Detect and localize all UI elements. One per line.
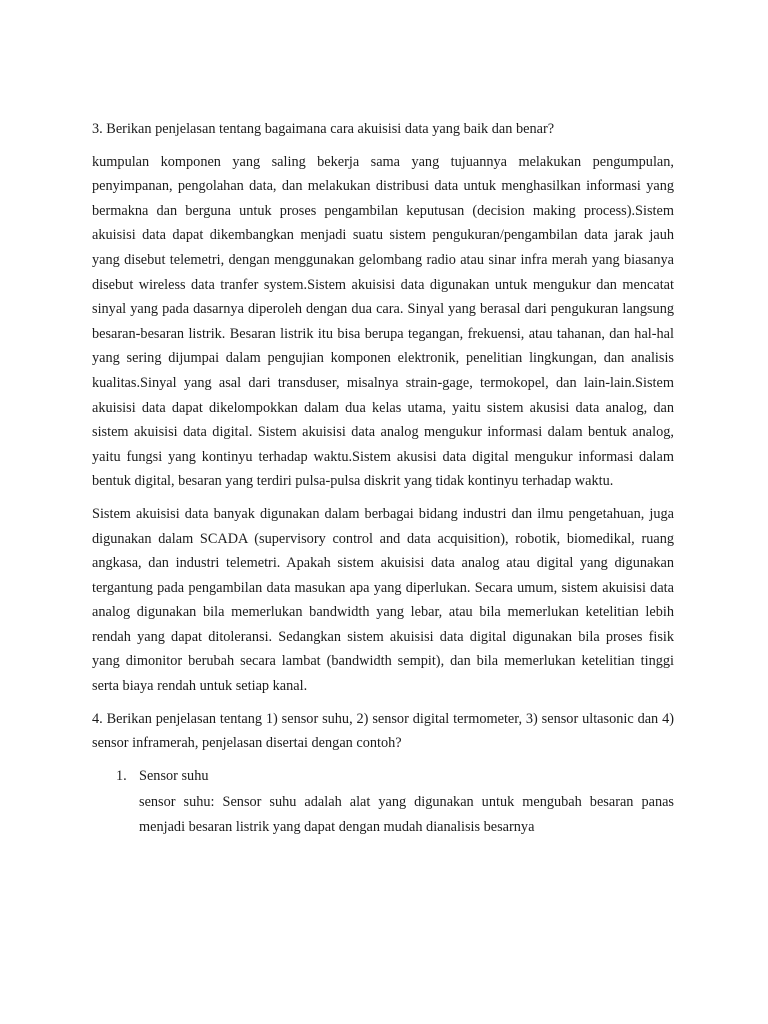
list-item-body: sensor suhu: Sensor suhu adalah alat yang digunakan untuk mengubah besaran panas menjadi besaran listrik yang dapat dengan mudah dianalisis besarnya bbox=[139, 794, 674, 836]
document-page bbox=[92, 117, 674, 840]
list-item-title: Sensor suhu bbox=[139, 767, 209, 784]
answer-3-paragraph-2: Sistem akuisisi data banyak digunakan dalam berbagai bidang industri dan ilmu pengetahuan, juga digunakan dalam SCADA (supervisory control and data acquisition), robotik, biomedikal, ruang angkasa, dan industri telemetri. Apakah sistem akuisisi data analog atau digital yang digunakan tergantung pada pengambilan data masukan apa yang diperlukan. Secara umum, sistem akuisisi data analog digunakan bila memerlukan bandwidth yang lebar, atau bila memerlukan ketelitian lebih rendah yang dapat ditoleransi. Sedangkan sistem akuisisi data digital digunakan bila proses fisik yang dimonitor berubah secara lambat (bandwidth sempit), dan bila memerlukan ketelitian tinggi serta biaya rendah untuk setiap kanal. bbox=[92, 505, 674, 695]
list-item-number: 1. bbox=[116, 767, 127, 784]
answer-3-paragraph-1: kumpulan komponen yang saling bekerja sama yang tujuannya melakukan pengumpulan, penyimpanan, pengolahan data, dan melakukan distribusi data untuk menghasilkan informasi yang bermakna dan berguna untuk proses pengambilan keputusan (decision making process).Sistem akuisisi data dapat dikembangkan menjadi suatu sistem pengukuran/pengambilan data jarak jauh yang disebut telemetri, dengan menggunakan gelombang radio atau sinar infra merah yang biasanya disebut wireless data tranfer system.Sistem akuisisi data digunakan untuk mengukur dan mencatat sinyal yang pada dasarnya diperoleh dengan dua cara. Sinyal yang berasal dari pengukuran langsung besaran-besaran listrik. Besaran listrik itu bisa berupa tegangan, frekuensi, atau tahanan, dan hal-hal yang sering dijumpai dalam pengujian komponen elektronik, penelitian lingkungan, dan analisis kualitas.Sinyal yang asal dari transduser, misalnya strain-gage, termokopel, dan lain-lain.Sistem akuisisi data dapat dikelompokkan dalam dua kelas utama, yaitu sistem akusisi data analog, dan sistem akuisisi data digital. Sistem akuisisi data analog mengukur informasi dalam bentuk analog, yaitu fungsi yang kontinyu terhadap waktu.Sistem akusisi data digital mengukur informasi dalam bentuk digital, besaran yang terdiri pulsa-pulsa diskrit yang tidak kontinyu terhadap waktu. bbox=[92, 153, 674, 490]
question-3: 3. Berikan penjelasan tentang bagaimana cara akuisisi data yang baik dan benar? bbox=[92, 121, 555, 137]
question-4: 4. Berikan penjelasan tentang 1) sensor suhu, 2) sensor digital termometer, 3) sensor ultasonic dan 4) sensor inframerah, penjelasan disertai dengan contoh? bbox=[92, 710, 674, 752]
list-item bbox=[92, 764, 674, 840]
answer-4-list bbox=[92, 764, 674, 840]
